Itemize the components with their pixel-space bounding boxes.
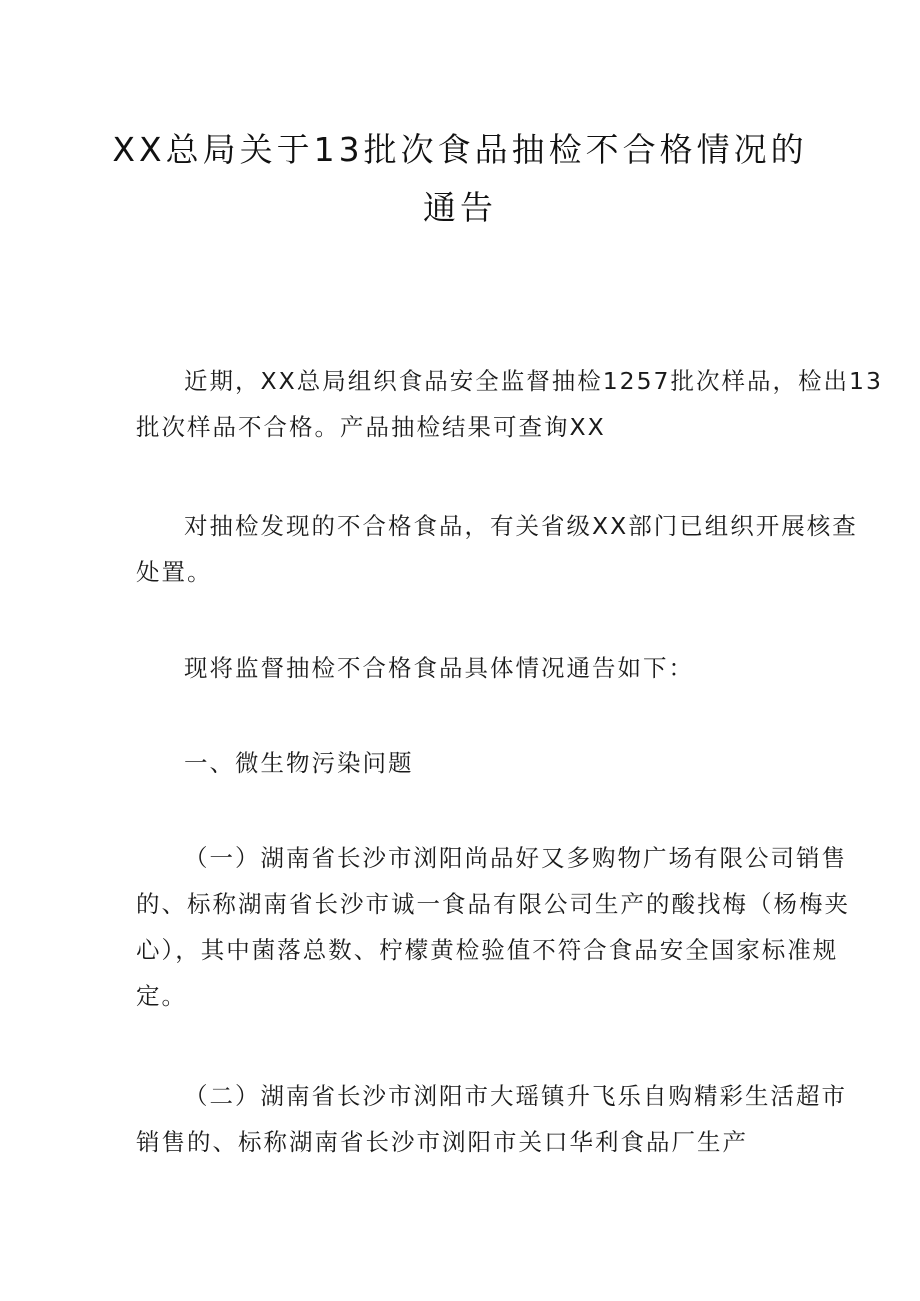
paragraph-line: 近期，XX总局组织食品安全监督抽检1257批次样品，检出13 <box>184 367 883 395</box>
paragraph-2 <box>136 503 858 595</box>
paragraph-line: 对抽检发现的不合格食品，有关省级XX部门已组织开展核查 <box>184 512 858 540</box>
paragraph-line: （二）湖南省长沙市浏阳市大瑶镇升飞乐自购精彩生活超市 <box>184 1082 847 1110</box>
paragraph-line: 的、标称湖南省长沙市诚一食品有限公司生产的酸找梅（杨梅夹 <box>136 890 850 918</box>
paragraph-line: 定。 <box>136 982 187 1010</box>
section-heading <box>136 740 796 786</box>
paragraph-line: 批次样品不合格。产品抽检结果可查询XX <box>136 413 606 441</box>
paragraph-1 <box>136 358 883 450</box>
paragraph-line: 销售的、标称湖南省长沙市浏阳市关口华利食品厂生产 <box>136 1128 748 1156</box>
paragraph-item-2 <box>136 1073 847 1165</box>
paragraph-line: 现将监督抽检不合格食品具体情况通告如下： <box>184 654 694 682</box>
paragraph-3 <box>136 645 796 691</box>
paragraph-line: （一）湖南省长沙市浏阳尚品好又多购物广场有限公司销售 <box>184 844 847 872</box>
paragraph-line: 一、微生物污染问题 <box>184 749 414 777</box>
document-title-line-1: XX总局关于13批次食品抽检不合格情况的 <box>112 130 808 169</box>
paragraph-line: 心），其中菌落总数、柠檬黄检验值不符合食品安全国家标准规 <box>136 936 839 964</box>
document-title-line-2: 通告 <box>423 188 497 227</box>
paragraph-item-1 <box>136 835 850 1019</box>
paragraph-line: 处置。 <box>136 558 213 586</box>
